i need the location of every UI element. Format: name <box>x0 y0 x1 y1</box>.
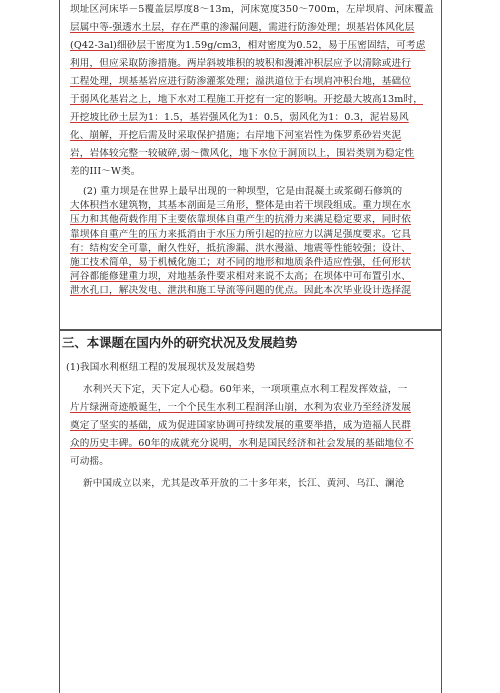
text-line: 大体积挡水建筑物，其基本剖面是三角形，整体是由若干坝段组成。重力坝在水 <box>70 200 412 212</box>
text-line: 靠坝体自重产生的压力来抵消由于水压力所引起的拉应力以满足强度要求。它具 <box>70 228 412 240</box>
text-line: 岩，岩体较完整一较破碎,弱～微风化，地下水位于洞顶以上，围岩类别为稳定性 <box>70 148 415 159</box>
text-line: 化、崩解，开挖后需及时采取保护措施；右岸地下河室岩性为侏罗系砂岩夹泥 <box>70 130 402 141</box>
subheading: (1)我国水利枢纽工程的发展现状及发展趋势 <box>66 362 256 373</box>
text-line: (Q42-3al)细砂层干密度为1.59g/cm3，相对密度为0.52，易于压密固结，可考虑 <box>70 40 426 51</box>
text-line: 施工技术简单，易于机械化施工；对不同的地形和地质条件适应性强，任何形状 <box>70 257 412 268</box>
text-line: 新中国成立以来，尤其是改革开放的二十多年来，长江、黄河、乌江、澜沧 <box>83 478 405 489</box>
text-line: 有：结构安全可靠，耐久性好，抵抗渗漏、洪水漫溢、地震等性能较强；设计、 <box>70 242 412 254</box>
text-line: 片片绿洲奇迹般诞生，一个个民生水利工程润泽山崩，水利为农业乃至经济发展 <box>70 402 412 413</box>
text-line: 差的III～W类。 <box>70 166 141 177</box>
text-line: (2) 重力坝是在世界上最早出现的一种坝型，它是由混凝土或浆砌石修筑的 <box>83 186 403 197</box>
text-line: 奠定了坚实的基础，成为促进国家协调可持续发展的重要举措，成为造福人民群 <box>70 420 412 431</box>
text-line: 压力和其他荷载作用下主要依靠坝体自重产生的抗滑力来满足稳定要求，同时依 <box>70 214 412 226</box>
text-line: 水利兴天下定，天下定人心稳。60年来，一项项重点水利工程发挥效益，一 <box>83 384 408 395</box>
text-line: 坝址区河床毕－5覆盖层厚度8～13m，河床宽度350～700m，左岸坝肩、河床覆盖 <box>70 4 434 15</box>
text-line: 河谷都能修建重力坝，对地基条件要求相对来说不太高；在坝体中可布置引水、 <box>70 271 412 283</box>
text-line: 于弱风化基岩之上，地下水对工程施工开挖有一定的影响。开挖最大坡高13m时， <box>70 94 424 105</box>
text-line: 利用，但应采取防渗措施。两岸斜坡堆积的坡积和漫滩冲积层应予以清除或进行 <box>70 58 412 69</box>
text-line: 众的历史丰碑。60年的成就充分说明，水利是国民经济和社会发展的基础地位不 <box>70 438 414 449</box>
text-line: 层属中等-强透水土层，存在严重的渗漏问题，需进行防渗处理；坝基岩体风化层 <box>70 22 415 33</box>
text-line: 可动摇。 <box>70 456 109 467</box>
text-line: 泄水孔口，解决发电、泄洪和施工导流等问题的优点。因此本次毕业设计选择混 <box>70 285 412 297</box>
section-heading: 三、本课题在国内外的研究状况及发展趋势 <box>62 335 298 350</box>
text-line: 工程处理，坝基基岩应进行防渗灌浆处理；溢洪道位于右坝肩冲积台地，基础位 <box>70 76 412 87</box>
text-line: 开挖坡比砂土层为1：1.5，基岩强风化为1：0.5，弱风化为1：0.3，泥岩易风 <box>70 112 409 123</box>
